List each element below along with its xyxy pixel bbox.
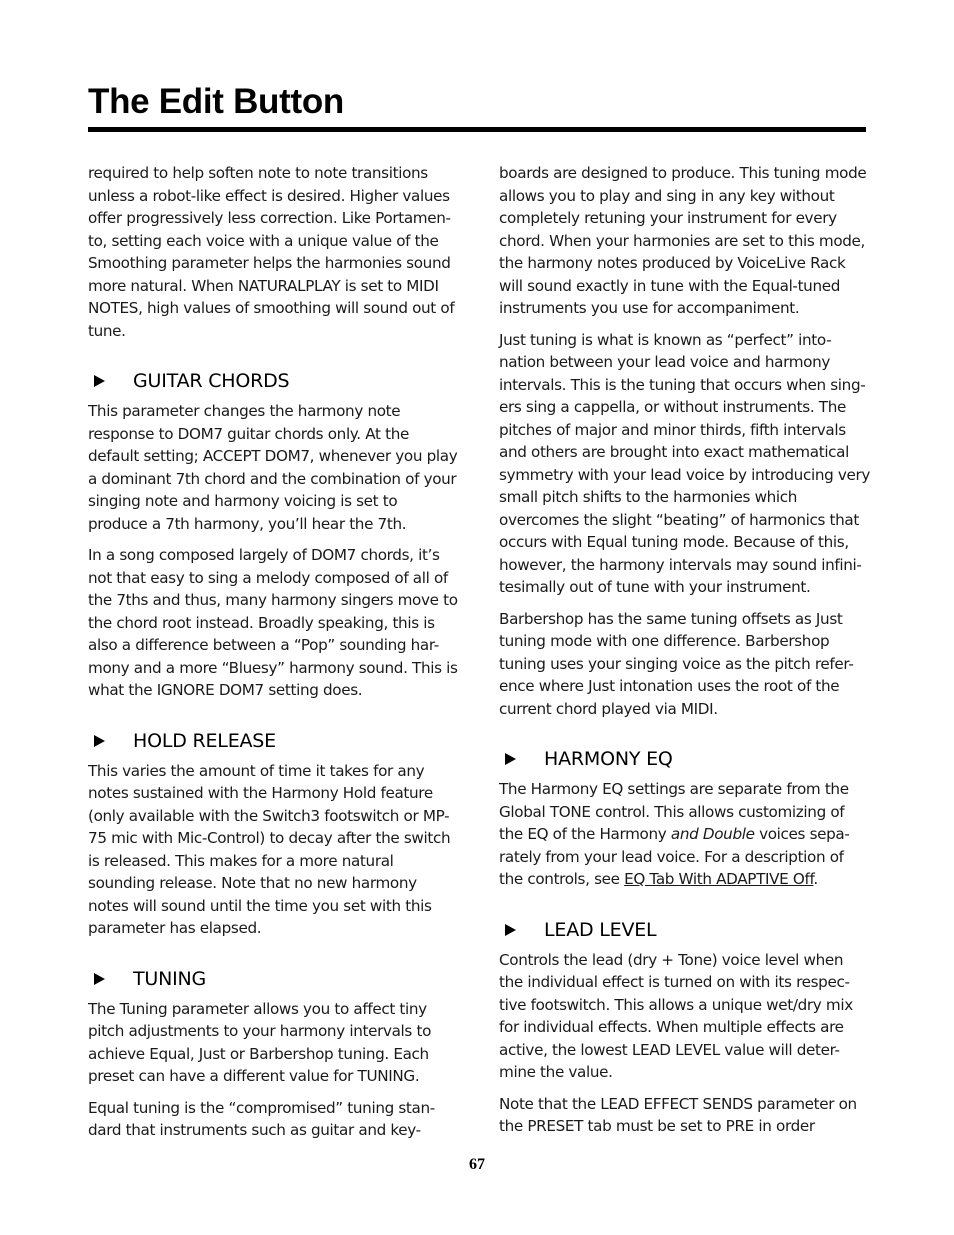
lead-level-paragraph-1: Controls the lead (dry + Tone) voice level when the individual effect is turned on with its respec-tive footswitch. This allows a unique wet/dry mix for individual effects. When multiple effects are active, the lowest LEAD LEVEL value will deter-mine the value. <box>499 950 853 1081</box>
guitar-chords-paragraph-1: This parameter changes the harmony note response to DOM7 guitar chords only. At the default setting; ACCEPT DOM7, whenever you play a dominant 7th chord and the combination of your singing note and harmony voicing is set to produce a 7th harmony, you’ll hear the 7th. <box>88 402 458 533</box>
intro-paragraph: required to help soften note to note transitions unless a robot-like effect is desired. Higher values offer progressively less correction. Like Portamen-to, setting each voice with a unique value of the Smoothing parameter helps the harmonies sound more natural. When NATURALPLAY is set to MIDI NOTES, high values of smoothing will sound out of tune. <box>88 164 455 340</box>
harmony-eq-text-a: The Harmony EQ settings are separate from the Global TONE control. This allows customizing of the EQ of the Harmony <box>499 780 849 843</box>
triangle-bullet-icon <box>94 375 105 387</box>
eq-tab-link[interactable]: EQ Tab With ADAPTIVE Off <box>624 870 814 888</box>
harmony-eq-emphasis: and Double <box>670 825 755 843</box>
heading-label: HOLD RELEASE <box>133 729 276 752</box>
hold-release-paragraph: This varies the amount of time it takes for any notes sustained with the Harmony Hold feature (only available with the Switch3 footswitch or MP-75 mic with Mic-Control) to decay after the switch is released. This makes for a more natural sounding release. Note that no new harmony notes will sound until the time you set with this parameter has elapsed. <box>88 761 451 937</box>
heading-label: TUNING <box>133 967 207 990</box>
tuning-paragraph-2: Equal tuning is the “compromised” tuning stan-dard that instruments such as guitar and key- <box>88 1098 435 1139</box>
lead-level-paragraph-2: Note that the LEAD EFFECT SENDS parameter on the PRESET tab must be set to PRE in order <box>499 1094 857 1135</box>
triangle-bullet-icon <box>505 924 516 936</box>
heading-label: GUITAR CHORDS <box>133 370 290 392</box>
triangle-bullet-icon <box>94 735 105 747</box>
section-heading-tuning <box>88 966 458 992</box>
title-rule <box>88 127 866 132</box>
right-column <box>499 162 871 1147</box>
tuning-continued-paragraph-1: boards are designed to produce. This tuning mode allows you to play and sing in any key without completely retuning your instrument for every chord. When your harmonies are set to this mode, the harmony notes produced by VoiceLive Rack will sound exactly in tune with the Equal-tuned instruments you use for accompaniment. <box>499 164 867 317</box>
harmony-eq-text-end: . <box>813 870 818 888</box>
heading-label: LEAD LEVEL <box>544 918 657 941</box>
section-heading-hold-release <box>88 728 458 754</box>
heading-label: HARMONY EQ <box>544 748 673 770</box>
harmony-eq-text-b: voices sepa-rately from your lead voice. For a description of the controls, see <box>499 825 850 888</box>
left-column <box>88 162 458 1151</box>
harmony-eq-paragraph <box>499 778 871 891</box>
tuning-continued-paragraph-3: Barbershop has the same tuning offsets as Just tuning mode with one difference. Barbershop tuning uses your singing voice as the pitch refer-ence where Just intonation uses the root of the current chord played via MIDI. <box>499 609 854 718</box>
page-number: 67 <box>469 1156 485 1173</box>
triangle-bullet-icon <box>505 753 516 765</box>
section-heading-lead-level <box>499 917 871 943</box>
guitar-chords-paragraph-2: In a song composed largely of DOM7 chords, it’s not that easy to sing a melody composed of all of the 7ths and thus, many harmony singers move to the chord root instead. Broadly speaking, this is also a difference between a “Pop” sounding har-mony and a more “Bluesy” harmony sound. This is what the IGNORE DOM7 setting does. <box>88 546 458 699</box>
triangle-bullet-icon <box>94 973 105 985</box>
page-title: The Edit Button <box>88 82 345 121</box>
section-heading-guitar-chords <box>88 368 458 394</box>
tuning-paragraph-1: The Tuning parameter allows you to affect tiny pitch adjustments to your harmony intervals to achieve Equal, Just or Barbershop tuning. Each preset can have a different value for TUNING. <box>88 999 432 1085</box>
tuning-continued-paragraph-2: Just tuning is what is known as “perfect” into-nation between your lead voice and harmony intervals. This is the tuning that occurs when sing-ers sing a cappella, or without instruments. The pitches of major and minor thirds, fifth intervals and others are brought into exact mathematical symmetry with your lead voice by introducing very small pitch shifts to the harmonies which overcomes the slight “beating” of harmonics that occurs with Equal tuning mode. Because of this, however, the harmony intervals may sound infini-tesimally out of tune with your instrument. <box>499 330 871 596</box>
section-heading-harmony-eq <box>499 746 871 772</box>
